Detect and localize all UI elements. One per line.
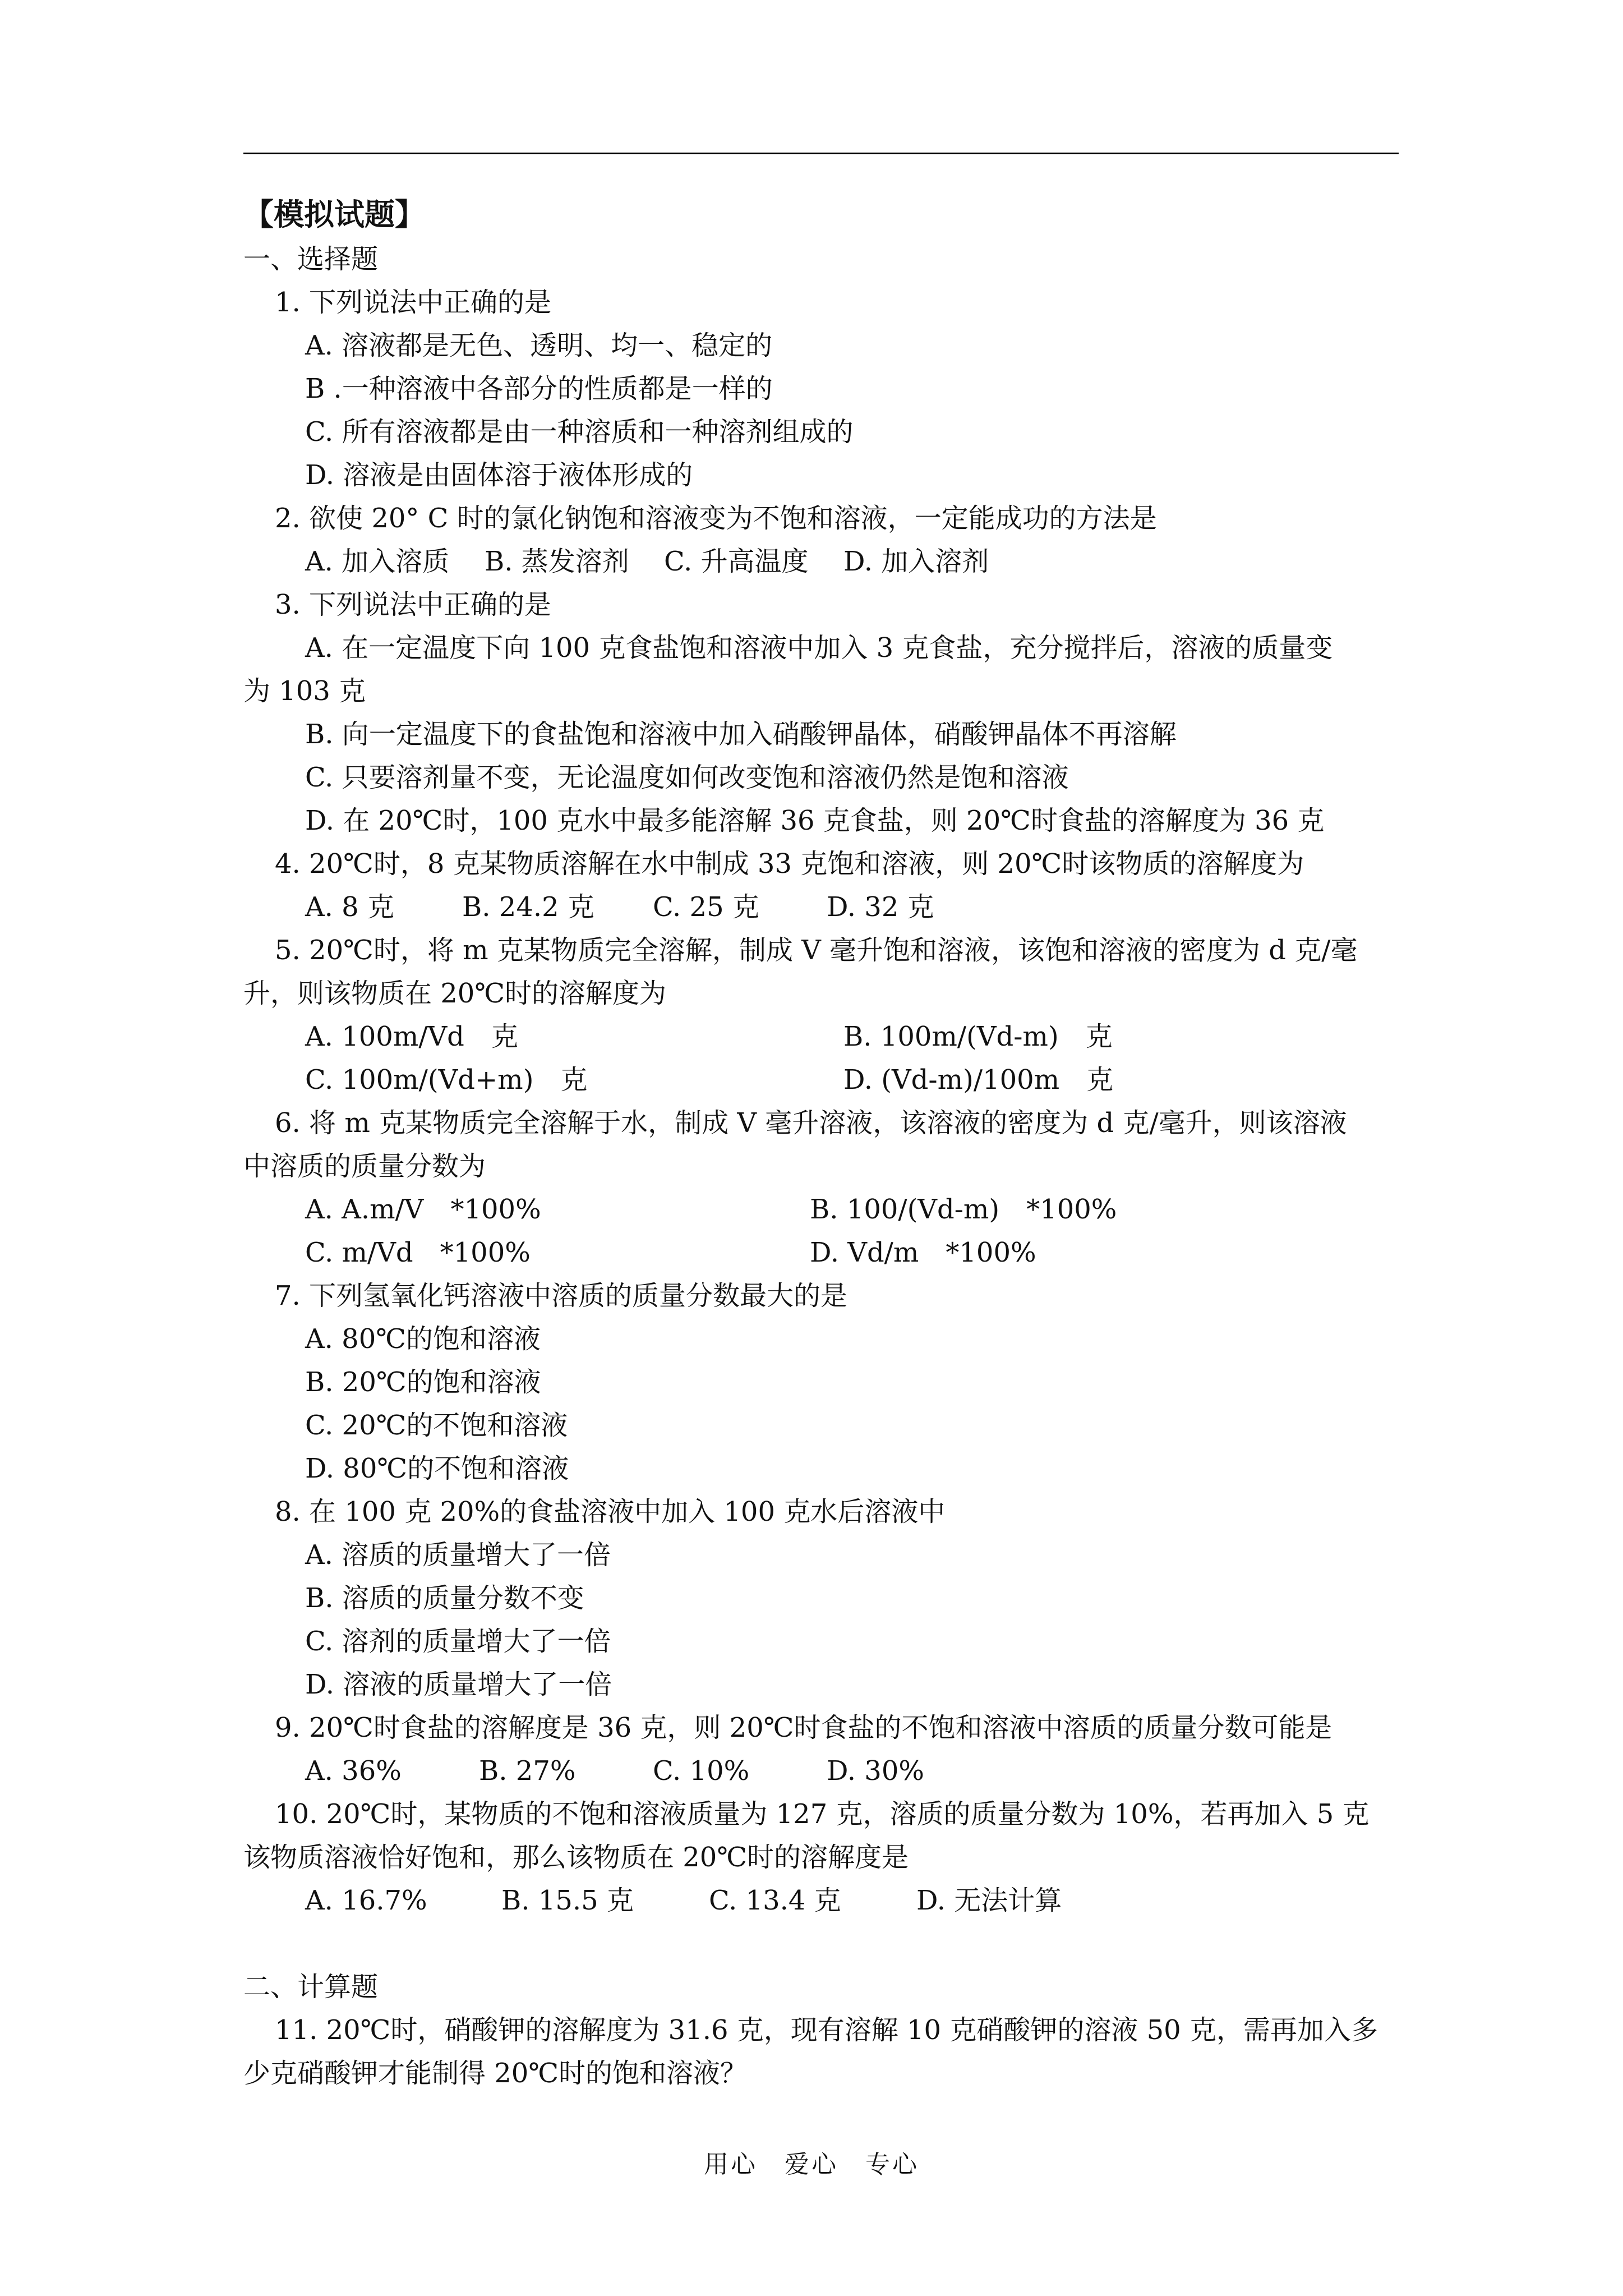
option-d: D. 在 20℃时，100 克水中最多能溶解 36 克食盐，则 20℃时食盐的溶解度为 36 克 (305, 805, 1325, 836)
option-d: D. (Vd-m)/100m 克 (843, 1064, 1114, 1096)
option-d: D. 无法计算 (916, 1885, 1062, 1916)
option-b: B. 100/(Vd-m) *100% (810, 1194, 1117, 1225)
question-10 (243, 1793, 1410, 1922)
question-stem-continuation: 该物质溶液恰好饱和，那么该物质在 20℃时的溶解度是 (243, 1842, 909, 1873)
option-a: A. 100m/Vd 克 (305, 1021, 518, 1052)
option-d: D. 32 克 (827, 891, 934, 923)
option-d: D. 80℃的不饱和溶液 (305, 1453, 569, 1484)
option-row (243, 1750, 1410, 1793)
question-7 (243, 1274, 1410, 1490)
question-stem-continuation: 少克硝酸钾才能制得 20℃时的饱和溶液？ (243, 2058, 748, 2089)
exam-page (243, 191, 1410, 2095)
question-stem: 8. 在 100 克 20%的食盐溶液中加入 100 克水后溶液中 (275, 1496, 946, 1527)
question-stem: 4. 20℃时，8 克某物质溶解在水中制成 33 克饱和溶液，则 20℃时该物质的溶解度为 (275, 848, 1304, 880)
header-rule (243, 153, 1399, 154)
option-c: C. 13.4 克 (709, 1885, 841, 1916)
option-d: D. 溶液的质量增大了一倍 (305, 1669, 612, 1700)
question-11 (243, 2009, 1410, 2095)
section-gap (243, 1922, 1410, 1966)
option-a-continuation: 为 103 克 (243, 675, 366, 707)
option-row (243, 540, 1410, 583)
option-c: C. 100m/(Vd+m) 克 (305, 1064, 588, 1096)
option-b: B. 蒸发溶剂 (485, 546, 629, 577)
option-d: D. Vd/m *100% (810, 1237, 1036, 1268)
option-a: A. 16.7% (305, 1885, 427, 1916)
option-b: B. 向一定温度下的食盐饱和溶液中加入硝酸钾晶体，硝酸钾晶体不再溶解 (305, 719, 1177, 750)
option-a: A. A.m/V *100% (305, 1194, 541, 1225)
option-a: A. 80℃的饱和溶液 (305, 1323, 541, 1355)
section-choice-title: 一、选择题 (243, 243, 379, 275)
question-stem: 7. 下列氢氧化钙溶液中溶质的质量分数最大的是 (275, 1280, 848, 1312)
option-a: A. 加入溶质 (305, 546, 450, 577)
option-b: B. 24.2 克 (462, 891, 594, 923)
question-stem: 11. 20℃时，硝酸钾的溶解度为 31.6 克，现有溶解 10 克硝酸钾的溶液 50 克，需再加入多 (275, 2014, 1378, 2046)
option-c: C. 25 克 (653, 891, 759, 923)
question-6 (243, 1102, 1410, 1274)
option-c: C. 只要溶剂量不变，无论温度如何改变饱和溶液仍然是饱和溶液 (305, 762, 1069, 793)
option-c: C. 所有溶液都是由一种溶质和一种溶剂组成的 (305, 416, 854, 448)
question-stem: 2. 欲使 20° C 时的氯化钠饱和溶液变为不饱和溶液，一定能成功的方法是 (275, 503, 1157, 534)
question-stem: 1. 下列说法中正确的是 (275, 287, 552, 318)
option-row (243, 886, 1410, 929)
question-stem-continuation: 升，则该物质在 20℃时的溶解度为 (243, 978, 667, 1009)
option-a: A. 在一定温度下向 100 克食盐饱和溶液中加入 3 克食盐，充分搅拌后，溶液的质量变 (305, 632, 1333, 664)
option-c: C. 溶剂的质量增大了一倍 (305, 1626, 611, 1657)
option-d: D. 溶液是由固体溶于液体形成的 (305, 459, 693, 491)
option-b: B. 15.5 克 (501, 1885, 634, 1916)
option-c: C. 10% (653, 1755, 750, 1787)
question-stem-continuation: 中溶质的质量分数为 (243, 1151, 486, 1182)
option-row (243, 1879, 1410, 1922)
question-stem: 10. 20℃时，某物质的不饱和溶液质量为 127 克，溶质的质量分数为 10%，若再加入 5 克 (275, 1798, 1370, 1830)
question-3 (243, 583, 1410, 843)
question-5 (243, 929, 1410, 1102)
option-d: D. 加入溶剂 (843, 546, 989, 577)
page-footer: 用心 爱心 专心 (704, 2150, 919, 2179)
option-b: B. 27% (479, 1755, 576, 1787)
question-stem: 6. 将 m 克某物质完全溶解于水，制成 V 毫升溶液，该溶液的密度为 d 克/毫升，则该溶液 (275, 1107, 1347, 1139)
option-a: A. 8 克 (305, 891, 394, 923)
page-heading: 【模拟试题】 (243, 196, 425, 232)
section-calc-title: 二、计算题 (243, 1971, 379, 2003)
question-stem: 5. 20℃时，将 m 克某物质完全溶解，制成 V 毫升饱和溶液，该饱和溶液的密度为 d 克/毫 (275, 935, 1358, 966)
option-c: C. 升高温度 (664, 546, 809, 577)
option-grid (243, 1015, 1410, 1102)
option-b: B. 100m/(Vd-m) 克 (843, 1021, 1113, 1052)
option-a: A. 溶质的质量增大了一倍 (305, 1539, 611, 1571)
option-c: C. 20℃的不饱和溶液 (305, 1410, 568, 1441)
question-stem: 9. 20℃时食盐的溶解度是 36 克，则 20℃时食盐的不饱和溶液中溶质的质量分数可能是 (275, 1712, 1332, 1743)
option-c: C. m/Vd *100% (305, 1237, 531, 1268)
question-1 (243, 281, 1410, 497)
option-b: B .一种溶液中各部分的性质都是一样的 (305, 373, 773, 404)
option-d: D. 30% (827, 1755, 924, 1787)
option-b: B. 20℃的饱和溶液 (305, 1366, 541, 1398)
question-4 (243, 843, 1410, 929)
question-2 (243, 497, 1410, 583)
question-8 (243, 1490, 1410, 1706)
option-a: A. 溶液都是无色、透明、均一、稳定的 (305, 330, 773, 361)
option-a: A. 36% (305, 1755, 402, 1787)
question-9 (243, 1706, 1410, 1793)
question-stem: 3. 下列说法中正确的是 (275, 589, 552, 620)
option-grid (243, 1188, 1410, 1274)
option-b: B. 溶质的质量分数不变 (305, 1582, 584, 1614)
